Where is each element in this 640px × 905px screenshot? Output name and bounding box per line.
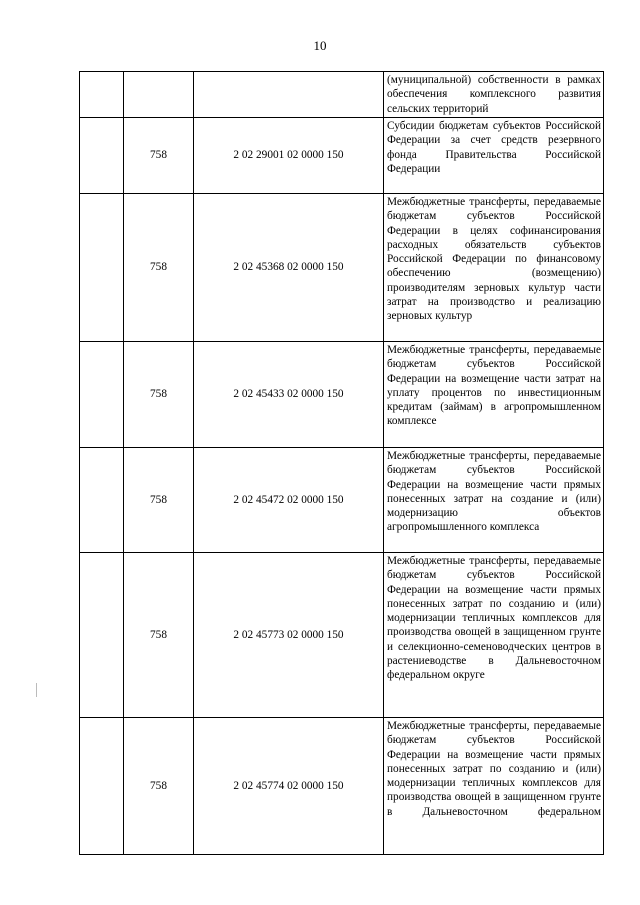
budget-codes-table: [79, 71, 604, 855]
description-cell: Межбюджетные трансферты, передаваемые бюджетам субъектов Российской Федерации на возмещение части прямых понесенных затрат по созданию и (или) модернизации тепличных комплексов для производства овощей в защищенном грунте в Дальневосточном федеральном: [384, 718, 604, 855]
budget-code-cell: 2 02 29001 02 0000 150: [194, 118, 384, 194]
budget-code-cell: 2 02 45368 02 0000 150: [194, 194, 384, 342]
admin-code-cell: [124, 72, 194, 118]
table-row: [80, 553, 604, 718]
admin-code-cell: 758: [124, 118, 194, 194]
description-cell: Межбюджетные трансферты, передаваемые бюджетам субъектов Российской Федерации на возмещение части прямых понесенных затрат по созданию и (или) модернизации тепличных комплексов для производства овощей в защищенном грунте и селекционно-семеноводческих центров в растениеводстве в Дальневосточном федеральном округе: [384, 553, 604, 718]
page-number: 10: [313, 38, 327, 53]
margin-mark: [36, 683, 37, 697]
table-row: [80, 342, 604, 448]
budget-code-cell: 2 02 45433 02 0000 150: [194, 342, 384, 448]
description-cell: Межбюджетные трансферты, передаваемые бюджетам субъектов Российской Федерации на возмещение части затрат на уплату процентов по инвестиционным кредитам (займам) в агропромышленном комплексе: [384, 342, 604, 448]
row-number-cell: [80, 342, 124, 448]
row-number-cell: [80, 553, 124, 718]
admin-code-cell: 758: [124, 718, 194, 855]
admin-code-cell: 758: [124, 342, 194, 448]
description-cell: Межбюджетные трансферты, передаваемые бюджетам субъектов Российской Федерации в целях софинансирования расходных обязательств субъектов Российской Федерации по финансовому обеспечению (возмещению) производителям зерновых культур части затрат на производство и реализацию зерновых культур: [384, 194, 604, 342]
description-cell: Межбюджетные трансферты, передаваемые бюджетам субъектов Российской Федерации на возмещение части прямых понесенных затрат на создание и (или) модернизацию объектов агропромышленного комплекса: [384, 448, 604, 553]
description-cell: (муниципальной) собственности в рамках обеспечения комплексного развития сельских территорий: [384, 72, 604, 118]
row-number-cell: [80, 72, 124, 118]
admin-code-cell: 758: [124, 553, 194, 718]
table-row: [80, 448, 604, 553]
row-number-cell: [80, 194, 124, 342]
budget-code-cell: 2 02 45774 02 0000 150: [194, 718, 384, 855]
table-row: [80, 194, 604, 342]
admin-code-cell: 758: [124, 194, 194, 342]
admin-code-cell: 758: [124, 448, 194, 553]
table-row: [80, 72, 604, 118]
budget-code-cell: [194, 72, 384, 118]
budget-code-cell: 2 02 45472 02 0000 150: [194, 448, 384, 553]
row-number-cell: [80, 448, 124, 553]
description-cell: Субсидии бюджетам субъектов Российской Федерации за счет средств резервного фонда Правительства Российской Федерации: [384, 118, 604, 194]
table-row: [80, 718, 604, 855]
row-number-cell: [80, 718, 124, 855]
row-number-cell: [80, 118, 124, 194]
budget-code-cell: 2 02 45773 02 0000 150: [194, 553, 384, 718]
table-row: [80, 118, 604, 194]
